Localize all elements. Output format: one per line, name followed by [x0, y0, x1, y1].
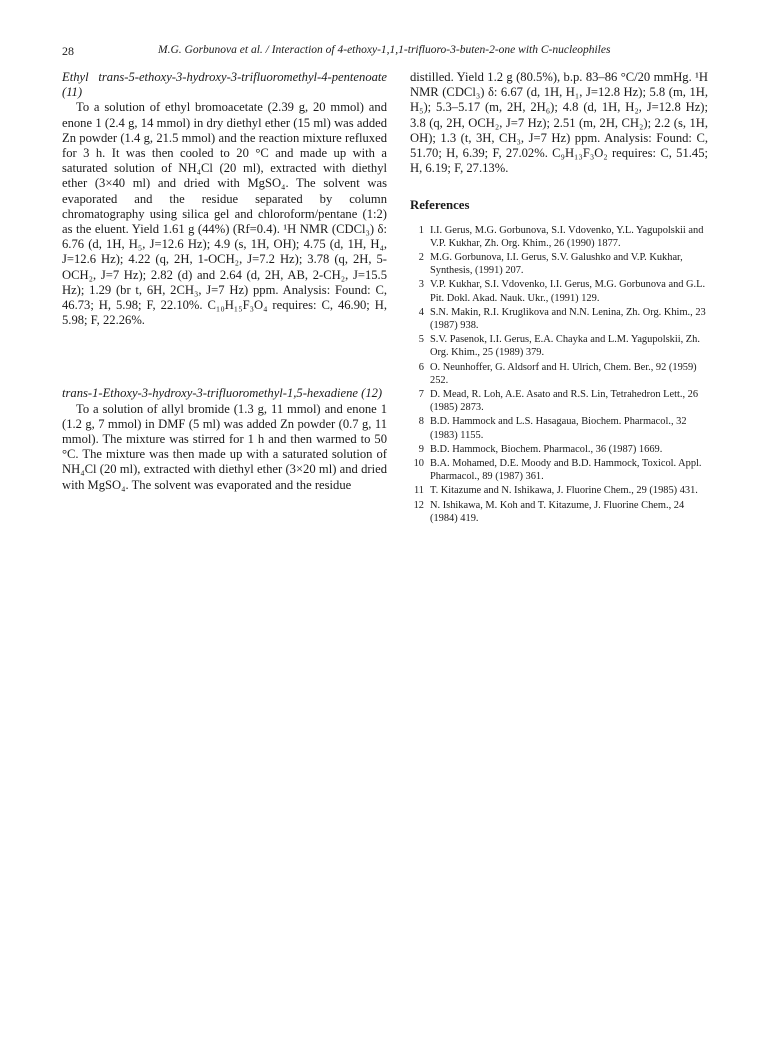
reference-item — [410, 224, 708, 250]
reference-item — [410, 484, 708, 497]
reference-text: B.D. Hammock, Biochem. Pharmacol., 36 (1987) 1669. — [430, 443, 663, 455]
references-heading: References — [410, 198, 470, 213]
reference-number: 7 — [418, 389, 424, 401]
reference-item — [410, 333, 708, 359]
reference-number: 5 — [418, 334, 424, 346]
reference-number: 1 — [418, 224, 424, 236]
reference-number: 11 — [413, 485, 424, 497]
reference-item — [410, 278, 708, 304]
reference-number: 4 — [418, 306, 424, 318]
reference-text: S.V. Pasenok, I.I. Gerus, E.A. Chayka and L.M. Yagupolskii, Zh. Org. Khim., 25 (1989) 379. — [430, 334, 700, 359]
section-body-12-continued: distilled. Yield 1.2 g (80.5%), b.p. 83–86 °C/20 mmHg. ¹H NMR (CDCl₃) δ: 6.67 (d, 1H, H₁, J=12.8 Hz); 5.8 (m, 1H, H₅); 5.3–5.17 (m, 2H, 2H₆); 4.8 (d, 1H, H₂, J=12.8 Hz); 3.8 (q, 2H, OCH₂, J=7 Hz); 2.51 (m, 2H, CH₂); 2.2 (s, 1H, OH); 1.3 (t, 3H, CH₃, J=7 Hz) ppm. Analysis: Found: C, 51.70; H, 6.39; F, 27.02%. C₉H₁₃F₃O₂ requires: C, 51.45; H, 6.19; F, 27.13%. — [410, 70, 708, 176]
reference-number: 9 — [418, 443, 424, 455]
reference-number: 3 — [418, 279, 424, 291]
reference-number: 6 — [418, 361, 424, 373]
reference-number: 2 — [418, 252, 424, 264]
reference-text: I.I. Gerus, M.G. Gorbunova, S.I. Vdovenko, Y.L. Yagupolskii and V.P. Kukhar, Zh. Org. Khim., 26 (1990) 1877. — [430, 224, 704, 249]
section-title-11: Ethyl trans-5-ethoxy-3-hydroxy-3-trifluoromethyl-4-pentenoate (11) — [62, 70, 387, 100]
reference-number: 10 — [413, 458, 424, 470]
reference-item — [410, 306, 708, 332]
reference-item — [410, 251, 708, 277]
reference-text: B.A. Mohamed, D.E. Moody and B.D. Hammock, Toxicol. Appl. Pharmacol., 89 (1987) 361. — [430, 458, 702, 483]
reference-text: T. Kitazume and N. Ishikawa, J. Fluorine Chem., 29 (1985) 431. — [430, 485, 698, 497]
page-number: 28 — [62, 44, 74, 58]
running-title: M.G. Gorbunova et al. / Interaction of 4-ethoxy-1,1,1-trifluoro-3-buten-2-one with C-nucleophiles — [158, 44, 611, 56]
left-column — [62, 70, 387, 493]
reference-item — [410, 499, 708, 525]
reference-item — [410, 457, 708, 483]
reference-text: S.N. Makin, R.I. Kruglikova and N.N. Lenina, Zh. Org. Khim., 23 (1987) 938. — [430, 306, 706, 332]
reference-item — [410, 443, 708, 456]
reference-item — [410, 388, 708, 414]
reference-text: V.P. Kukhar, S.I. Vdovenko, I.I. Gerus, M.G. Gorbunova and G.L. Pit. Dokl. Akad. Nauk. Ukr., (1991) 129. — [430, 279, 706, 304]
reference-number: 12 — [413, 499, 424, 511]
reference-item — [410, 415, 708, 441]
reference-number: 8 — [418, 416, 424, 428]
section-gap — [62, 328, 387, 386]
section-body-12: To a solution of allyl bromide (1.3 g, 11 mmol) and enone 1 (1.2 g, 7 mmol) in DMF (5 ml) was added Zn powder (0.7 g, 11 mmol). The mixture was stirred for 1 h and then warmed to 50 °C. The mixture was then made up with a saturated solution of NH₄Cl (20 ml), extracted with diethyl ether (3×20 ml) and dried with MgSO₄. The solvent was evaporated and the residue — [62, 401, 387, 492]
section-title-12: trans-1-Ethoxy-3-hydroxy-3-trifluoromethyl-1,5-hexadiene (12) — [62, 386, 383, 401]
reference-item — [410, 361, 708, 387]
reference-text: D. Mead, R. Loh, A.E. Asato and R.S. Lin, Tetrahedron Lett., 26 (1985) 2873. — [430, 389, 699, 414]
reference-text: M.G. Gorbunova, I.I. Gerus, S.V. Galushko and V.P. Kukhar, Synthesis, (1991) 207. — [430, 252, 683, 277]
page-header — [62, 44, 707, 60]
right-column — [410, 70, 708, 526]
reference-text: N. Ishikawa, M. Koh and T. Kitazume, J. Fluorine Chem., 24 (1984) 419. — [430, 499, 685, 524]
reference-text: B.D. Hammock and L.S. Hasagaua, Biochem. Pharmacol., 32 (1983) 1155. — [430, 416, 687, 441]
reference-text: O. Neunhoffer, G. Aldsorf and H. Ulrich, Chem. Ber., 92 (1959) 252. — [430, 361, 697, 386]
references-list — [410, 224, 708, 525]
section-body-11: To a solution of ethyl bromoacetate (2.39 g, 20 mmol) and enone 1 (2.4 g, 14 mmol) in dry diethyl ether (15 ml) was added Zn powder (1.4 g, 21.5 mmol) and the reaction mixture refluxed for 3 h. It was then cooled to 20 °C and made up with a saturated solution of NH₄Cl (20 ml), extracted with diethyl ether (3×40 ml) and dried with MgSO₄. The solvent was evaporated and the residue separated by column chromatography using silica gel and chloroform/pentane (1:2) as the eluent. Yield 1.61 g (44%) (Rf=0.4). ¹H NMR (CDCl₃) δ: 6.76 (d, 1H, H₅, J=12.6 Hz); 4.9 (s, 1H, OH); 4.75 (d, 1H, H₄, J=12.6 Hz); 4.22 (q, 2H, 1-OCH₂, J=7.2 Hz); 3.78 (q, 2H, 5-OCH₂, J=7 Hz); 2.82 (d) and 2.64 (d, 2H, AB, 2-CH₂, J=15.5 Hz); 1.29 (br t, 6H, 2CH₃, J=7 Hz) ppm. Analysis: Found: C, 46.73; H, 5.98; F, 22.10%. C₁₀H₁₅F₃O₄ requires: C, 46.90; H, 5.98; F, 22.26%. — [62, 100, 387, 328]
